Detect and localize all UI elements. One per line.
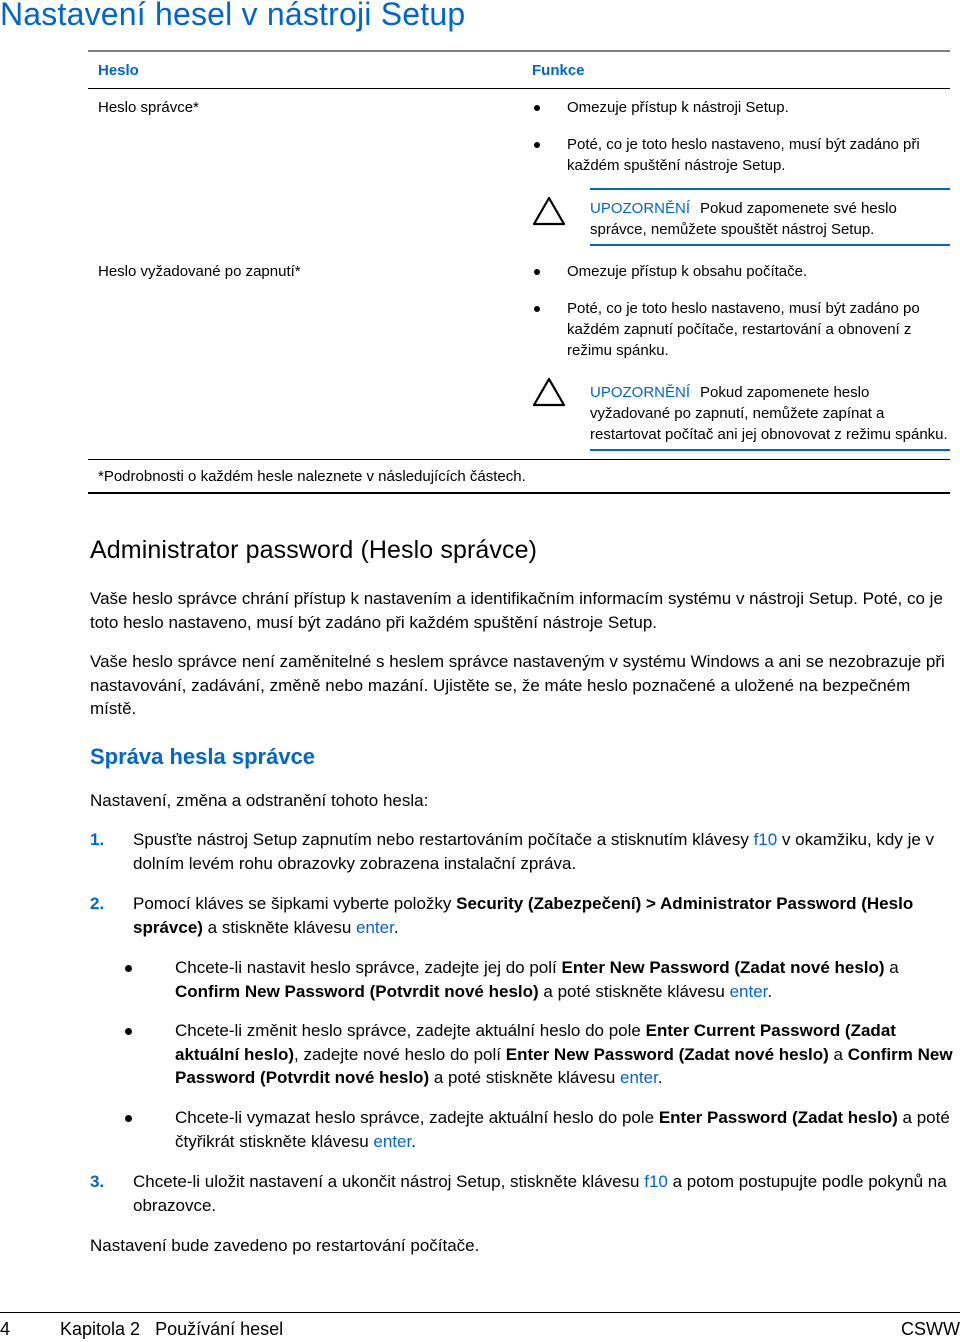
caution-triangle-icon — [532, 377, 566, 407]
field-name: Confirm New Password (Potvrdit nové heslo) — [175, 1044, 953, 1087]
caution-bottom-rule — [590, 244, 950, 246]
bullet-text: a poté stiskněte klávesu — [538, 981, 730, 1001]
caution-body: Pokud zapomenete heslo vyžadované po zapnutí, nemůžete zapínat a restartovat počítač ani jej obnovovat z režimu spánku. — [590, 384, 948, 443]
sub-bullet-change — [175, 1019, 955, 1090]
bullet-text: Chcete-li změnit heslo správce, zadejte aktuální heslo do pole — [175, 1021, 646, 1040]
bullet-text: Chcete-li vymazat heslo správce, zadejte aktuální heslo do pole — [175, 1108, 659, 1127]
table-footnote: *Podrobnosti o každém hesle naleznete v následujících částech. — [98, 468, 526, 485]
field-name: Confirm New Password (Potvrdit nové heslo) — [175, 981, 539, 1001]
bullet-text: , zadejte nové heslo do polí — [294, 1044, 506, 1064]
step-number: 3. — [90, 1172, 105, 1191]
caution-poweron — [532, 373, 950, 453]
step-3 — [90, 1170, 955, 1217]
paragraph: Vaše heslo správce není zaměnitelné s heslem správce nastaveným v systému Windows a ani se nezobrazuje při nastavování, zadávání, změně nebo mazání. Ujistěte se, že máte heslo poznačené a uložené na bezpečném místě. — [90, 652, 945, 718]
table-bullet: Omezuje přístup k obsahu počítače. — [567, 261, 947, 282]
table-bottom-rule — [88, 492, 950, 494]
closing-text: Nastavení bude zavedeno po restartování počítače. — [90, 1236, 480, 1255]
caution-text — [590, 198, 950, 240]
key-enter: enter — [356, 917, 394, 937]
caution-text — [590, 382, 950, 445]
page-number: 4 — [0, 1319, 11, 1339]
step-text: a stiskněte klávesu — [202, 917, 357, 937]
step-text: a potom postupujte podle pokynů na obrazovce. — [133, 1172, 947, 1215]
row-name-admin: Heslo správce* — [98, 99, 199, 116]
row-name-poweron: Heslo vyžadované po zapnutí* — [98, 263, 301, 280]
table-bullet: Poté, co je toto heslo nastaveno, musí být zadáno při každém spuštění nástroje Setup. — [567, 134, 947, 176]
sub-bullet-set — [175, 956, 955, 1003]
caution-label: UPOZORNĚNÍ — [590, 384, 691, 401]
table-rule — [88, 459, 950, 460]
table-bullet: Omezuje přístup k nástroji Setup. — [567, 97, 947, 118]
bullet-text: a — [884, 958, 899, 977]
intro-text: Nastavení, změna a odstranění tohoto hesla: — [90, 791, 429, 810]
field-name: Enter Password (Zadat heslo) — [658, 1108, 898, 1127]
chapter-label: Kapitola 2 Používání hesel — [60, 1319, 284, 1339]
key-f10: f10 — [644, 1172, 668, 1191]
step-text: . — [393, 917, 399, 937]
step-text: v okamžiku, kdy je v dolním levém rohu obrazovky zobrazena instalační zpráva. — [133, 830, 935, 873]
footer-right-label: CSWW — [901, 1319, 960, 1339]
table-header-password: Heslo — [98, 62, 139, 79]
section-title: Administrator password (Heslo správce) — [90, 536, 538, 564]
table-top-rule — [88, 50, 950, 52]
bullet-text: a poté čtyřikrát stiskněte klávesu — [175, 1108, 950, 1151]
field-name: Enter New Password (Zadat nové heslo) — [561, 958, 885, 977]
step-text: Chcete-li uložit nastavení a ukončit nástroj Setup, stiskněte klávesu — [133, 1172, 645, 1191]
subsection-title: Správa hesla správce — [90, 744, 316, 769]
bullet-text: . — [657, 1068, 663, 1087]
key-enter: enter — [620, 1068, 658, 1087]
caution-triangle-icon — [532, 196, 566, 226]
bullet-text: Chcete-li nastavit heslo správce, zadejte jej do polí — [175, 958, 562, 977]
menu-path: Security (Zabezpečení) > Administrator Password (Heslo správce) — [133, 894, 914, 937]
page-title: Nastavení hesel v nástroji Setup — [0, 0, 466, 32]
caution-bottom-rule — [590, 449, 950, 451]
field-name: Enter New Password (Zadat nové heslo) — [505, 1044, 829, 1064]
step-2 — [90, 892, 955, 939]
bullet-text: a poté stiskněte klávesu — [429, 1068, 620, 1087]
field-name: Enter Current Password (Zadat aktuální heslo) — [175, 1021, 896, 1064]
step-text: Pomocí kláves se šipkami vyberte položky — [133, 894, 457, 913]
step-number: 1. — [90, 830, 105, 849]
paragraph: Vaše heslo správce chrání přístup k nastavením a identifikačním informacím systému v nástroji Setup. Poté, co je toto heslo nastaveno, musí být zadáno při každém spuštění nástroje Setup. — [90, 589, 943, 632]
caution-admin — [532, 188, 950, 248]
caution-label: UPOZORNĚNÍ — [590, 200, 691, 217]
bullet-text: a — [828, 1044, 848, 1064]
caution-top-rule — [590, 188, 950, 190]
table-header-function: Funkce — [532, 62, 585, 79]
step-number: 2. — [90, 894, 105, 913]
sub-bullet-delete — [175, 1106, 955, 1153]
table-header-rule — [88, 88, 950, 89]
step-text: Spusťte nástroj Setup zapnutím nebo restartováním počítače a stisknutím klávesy — [133, 830, 754, 849]
key-f10: f10 — [753, 830, 778, 849]
footer-rule — [0, 1312, 960, 1313]
step-1 — [90, 828, 955, 875]
bullet-text: . — [411, 1131, 416, 1151]
key-enter: enter — [373, 1131, 412, 1151]
bullet-text: . — [767, 981, 773, 1001]
key-enter: enter — [729, 981, 768, 1001]
table-bullet: Poté, co je toto heslo nastaveno, musí být zadáno po každém zapnutí počítače, restartování a obnovení z režimu spánku. — [567, 298, 947, 361]
caution-body: Pokud zapomenete své heslo správce, nemůžete spouštět nástroj Setup. — [590, 200, 897, 238]
